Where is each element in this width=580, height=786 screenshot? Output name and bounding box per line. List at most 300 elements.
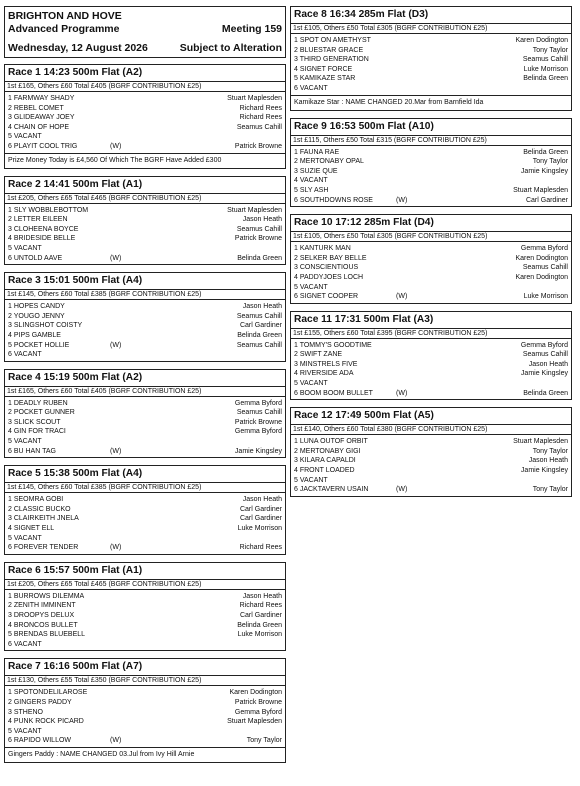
runner-name: 1 TOMMY'S GOODTIME — [294, 341, 372, 349]
trainer-name: Belinda Green — [523, 148, 568, 156]
left-column — [4, 6, 286, 770]
runner-name: 3 CLOHEENA BOYCE — [8, 225, 79, 233]
prize-money-line: 1st £165, Others £60 Total £405 (BGRF CONTRIBUTION £25) — [4, 81, 286, 92]
trainer-name: Stuart Maplesden — [513, 186, 568, 194]
trainer-name: Stuart Maplesden — [227, 718, 282, 726]
race-card — [4, 658, 286, 763]
trainer-name: Jason Heath — [242, 592, 282, 600]
runner-name: 4 GIN FOR TRACI — [8, 428, 66, 436]
seed-tag — [110, 514, 150, 524]
trainer-name: Seamus Cahill — [236, 409, 282, 417]
runner-row — [294, 148, 568, 158]
runner-name: 2 SELKER BAY BELLE — [294, 254, 367, 262]
runner-row — [8, 234, 282, 244]
prize-money-line: 1st £145, Others £60 Total £385 (BGRF CONTRIBUTION £25) — [4, 482, 286, 493]
trainer-name: Richard Rees — [239, 544, 282, 552]
runner-name: 5 VACANT — [294, 283, 328, 291]
trainer-name: Jamie Kingsley — [520, 370, 568, 378]
prize-money-line: 1st £105, Others £50 Total £305 (BGRF CONTRIBUTION £25) — [290, 231, 572, 242]
runner-name: 3 CONSCIENTIOUS — [294, 264, 359, 272]
trainer-name: Carl Gardiner — [239, 612, 282, 619]
runner-row — [8, 225, 282, 235]
seed-tag — [396, 244, 436, 254]
runner-name: 3 MINSTRELS FIVE — [294, 360, 358, 368]
seed-tag — [396, 55, 436, 65]
trainer-name: Jason Heath — [242, 496, 282, 504]
seed-tag — [110, 717, 150, 727]
race-title: Race 6 15:57 500m Flat (A1) — [4, 562, 286, 579]
runner-row — [294, 46, 568, 56]
seed-tag — [396, 186, 436, 196]
seed-tag: (W) — [110, 142, 122, 150]
runner-list — [4, 397, 286, 459]
seed-tag — [396, 74, 436, 84]
runner-row — [294, 84, 568, 94]
trainer-name: Belinda Green — [237, 254, 282, 262]
race-card — [4, 176, 286, 266]
runner-name: 3 THIRD GENERATION — [294, 56, 369, 64]
runner-row — [8, 427, 282, 437]
runner-row — [294, 157, 568, 167]
runner-name: 2 CLASSIC BUCKO — [8, 505, 71, 513]
runner-row — [294, 55, 568, 65]
runner-name: 2 YOUGO JENNY — [8, 312, 65, 320]
trainer-name: Stuart Maplesden — [513, 438, 568, 446]
runner-list — [4, 686, 286, 748]
runner-row — [8, 736, 282, 746]
seed-tag — [110, 727, 150, 737]
runner-list — [4, 590, 286, 652]
trainer-name: Tony Taylor — [532, 447, 568, 455]
trainer-name: Gemma Byford — [520, 341, 568, 349]
seed-tag — [396, 369, 436, 379]
seed-tag — [110, 601, 150, 611]
seed-tag — [110, 698, 150, 708]
runner-name: 5 POCKET HOLLIE — [8, 341, 70, 349]
runner-name: 3 DROOPYS DELUX — [8, 612, 75, 619]
runner-name: 1 LUNA OUTOF ORBIT — [294, 438, 368, 446]
seed-tag — [110, 94, 150, 104]
runner-row — [8, 524, 282, 534]
runner-list — [290, 242, 572, 304]
trainer-name: Patrick Browne — [234, 698, 282, 706]
runner-name: 5 VACANT — [8, 438, 42, 446]
runner-name: 4 PADDYJOES LOCH — [294, 273, 364, 281]
runner-name: 4 PIPS GAMBLE — [8, 331, 61, 339]
runner-row — [8, 312, 282, 322]
runner-name: 6 BU HAN TAG — [8, 447, 56, 455]
runner-row — [8, 727, 282, 737]
runner-row — [8, 94, 282, 104]
runner-name: 2 SWIFT ZANE — [294, 351, 343, 359]
trainer-name: Luke Morrison — [237, 525, 282, 533]
seed-tag — [396, 263, 436, 273]
runner-row — [294, 476, 568, 486]
seed-tag — [396, 283, 436, 293]
trainer-name: Patrick Browne — [234, 142, 282, 150]
runner-name: 3 STHENO — [8, 708, 44, 716]
seed-tag — [396, 254, 436, 264]
seed-tag — [110, 534, 150, 544]
runner-row — [294, 36, 568, 46]
runner-name: 4 FRONT LOADED — [294, 467, 355, 475]
seed-tag — [110, 123, 150, 133]
runner-row — [294, 360, 568, 370]
runner-row — [294, 196, 568, 206]
runner-name: 3 KILARA CAPALDI — [294, 457, 356, 465]
meeting-date: Wednesday, 12 August 2026 — [8, 42, 148, 54]
runner-row — [294, 485, 568, 495]
trainer-name: Gemma Byford — [234, 428, 282, 436]
runner-name: 2 MERTONABY OPAL — [294, 158, 364, 166]
runner-name: 1 SEOMRA GOBI — [8, 496, 64, 504]
race-list-right — [290, 6, 572, 497]
prize-money-line: 1st £105, Others £50 Total £305 (BGRF CONTRIBUTION £25) — [290, 23, 572, 34]
runner-name: 5 VACANT — [8, 534, 42, 542]
runner-row — [8, 534, 282, 544]
race-card — [290, 214, 572, 304]
seed-tag — [110, 611, 150, 621]
prize-money-line: 1st £140, Others £60 Total £380 (BGRF CONTRIBUTION £25) — [290, 424, 572, 435]
seed-tag — [396, 456, 436, 466]
seed-tag: (W) — [110, 254, 122, 262]
seed-tag — [110, 621, 150, 631]
runner-name: 3 GLIDEAWAY JOEY — [8, 114, 75, 122]
meeting-header — [4, 6, 286, 58]
runner-list — [4, 493, 286, 555]
runner-name: 1 FAUNA RAE — [294, 148, 340, 156]
seed-tag: (W) — [110, 341, 122, 349]
trainer-name: Jason Heath — [242, 303, 282, 311]
seed-tag — [110, 688, 150, 698]
runner-row — [294, 456, 568, 466]
runner-name: 6 VACANT — [294, 84, 328, 92]
runner-name: 2 REBEL COMET — [8, 104, 64, 112]
trainer-name: Belinda Green — [237, 621, 282, 629]
runner-row — [8, 206, 282, 216]
trainer-name: Jason Heath — [242, 216, 282, 224]
trainer-name: Carl Gardiner — [239, 505, 282, 513]
seed-tag — [396, 350, 436, 360]
runner-row — [8, 688, 282, 698]
prize-money-line: 1st £115, Others £50 Total £315 (BGRF CONTRIBUTION £25) — [290, 135, 572, 146]
seed-tag — [110, 640, 150, 650]
seed-tag: (W) — [110, 544, 122, 552]
runner-row — [294, 466, 568, 476]
seed-tag — [110, 244, 150, 254]
runner-name: 5 KAMIKAZE STAR — [294, 75, 356, 83]
runner-name: 6 JACKTAVERN USAIN — [294, 486, 369, 494]
seed-tag — [110, 215, 150, 225]
runner-row — [294, 74, 568, 84]
runner-row — [8, 123, 282, 133]
runner-list — [4, 92, 286, 154]
seed-tag — [110, 206, 150, 216]
race-card — [4, 64, 286, 169]
runner-row — [8, 447, 282, 457]
runner-name: 6 VACANT — [8, 351, 42, 359]
trainer-name: Tony Taylor — [246, 737, 282, 745]
runner-name: 5 VACANT — [8, 244, 42, 252]
runner-row — [8, 708, 282, 718]
runner-name: 3 SUZIE QUE — [294, 167, 338, 175]
trainer-name: Stuart Maplesden — [227, 206, 282, 214]
runner-row — [8, 132, 282, 142]
race-card — [4, 369, 286, 459]
runner-row — [8, 215, 282, 225]
runner-row — [294, 273, 568, 283]
trainer-name: Jason Heath — [528, 360, 568, 368]
runner-row — [294, 254, 568, 264]
trainer-name: Carl Gardiner — [239, 515, 282, 523]
race-title: Race 9 16:53 500m Flat (A10) — [290, 118, 572, 135]
race-card — [4, 562, 286, 652]
runner-row — [8, 142, 282, 152]
seed-tag — [396, 148, 436, 158]
runner-row — [294, 283, 568, 293]
seed-tag — [110, 321, 150, 331]
trainer-name: Luke Morrison — [523, 293, 568, 301]
runner-row — [294, 65, 568, 75]
runner-row — [8, 495, 282, 505]
race-card — [290, 118, 572, 208]
runner-row — [294, 437, 568, 447]
trainer-name: Richard Rees — [239, 104, 282, 112]
race-title: Race 7 16:16 500m Flat (A7) — [4, 658, 286, 675]
runner-list — [290, 435, 572, 497]
runner-name: 2 BLUESTAR GRACE — [294, 46, 364, 54]
runner-name: 1 BURROWS DILEMMA — [8, 592, 85, 600]
runner-name: 1 DEADLY RUBEN — [8, 399, 68, 407]
runner-name: 5 VACANT — [8, 133, 42, 141]
runner-name: 6 SIGNET COOPER — [294, 293, 359, 301]
runner-row — [294, 341, 568, 351]
trainer-name: Carl Gardiner — [525, 196, 568, 204]
trainer-name: Tony Taylor — [532, 158, 568, 166]
trainer-name — [150, 350, 282, 360]
runner-list — [4, 300, 286, 362]
runner-row — [294, 350, 568, 360]
runner-row — [8, 601, 282, 611]
seed-tag: (W) — [110, 447, 122, 455]
runner-name: 1 KANTURK MAN — [294, 245, 351, 253]
seed-tag — [110, 708, 150, 718]
runner-row — [8, 341, 282, 351]
trainer-name: Richard Rees — [239, 602, 282, 610]
trainer-name: Belinda Green — [237, 331, 282, 339]
seed-tag — [396, 36, 436, 46]
runner-name: 6 RAPIDO WILLOW — [8, 737, 72, 745]
runner-row — [8, 418, 282, 428]
runner-row — [294, 369, 568, 379]
seed-tag — [396, 84, 436, 94]
runner-row — [8, 104, 282, 114]
runner-row — [8, 505, 282, 515]
trainer-name: Tony Taylor — [532, 486, 568, 494]
trainer-name: Carl Gardiner — [239, 322, 282, 330]
seed-tag — [110, 312, 150, 322]
runner-row — [8, 611, 282, 621]
trainer-name: Patrick Browne — [234, 418, 282, 426]
seed-tag — [396, 379, 436, 389]
trainer-name — [150, 132, 282, 142]
programme-type: Advanced Programme — [8, 23, 120, 35]
runner-name: 6 PLAYIT COOL TRIG — [8, 142, 78, 150]
runner-list — [290, 339, 572, 401]
runner-name: 5 VACANT — [294, 380, 328, 388]
meeting-number: Meeting 159 — [221, 23, 282, 35]
race-note: Gingers Paddy : NAME CHANGED 03.Jul from Ivy Hill Arnie — [4, 748, 286, 763]
runner-row — [294, 263, 568, 273]
trainer-name: Gemma Byford — [234, 708, 282, 716]
trainer-name — [436, 476, 568, 486]
trainer-name: Karen Dodington — [515, 273, 568, 281]
race-list-left — [4, 64, 286, 763]
runner-name: 6 SOUTHDOWNS ROSE — [294, 196, 373, 204]
seed-tag — [396, 46, 436, 56]
seed-tag: (W) — [396, 293, 408, 301]
runner-row — [8, 254, 282, 264]
seed-tag — [396, 176, 436, 186]
race-title: Race 8 16:34 285m Flat (D3) — [290, 6, 572, 23]
prize-money-line: 1st £145, Others £60 Total £385 (BGRF CONTRIBUTION £25) — [4, 289, 286, 300]
trainer-name — [436, 283, 568, 293]
seed-tag — [110, 225, 150, 235]
runner-name: 6 UNTOLD AAVE — [8, 254, 63, 262]
runner-row — [294, 379, 568, 389]
trainer-name — [150, 727, 282, 737]
trainer-name: Seamus Cahill — [522, 56, 568, 64]
trainer-name: Tony Taylor — [532, 46, 568, 54]
race-title: Race 12 17:49 500m Flat (A5) — [290, 407, 572, 424]
prize-money-line: 1st £130, Others £55 Total £350 (BGRF CONTRIBUTION £25) — [4, 675, 286, 686]
seed-tag — [110, 592, 150, 602]
seed-tag: (W) — [396, 196, 408, 204]
race-card — [4, 465, 286, 555]
runner-name: 1 SPOT ON AMETHYST — [294, 37, 371, 44]
seed-tag: (W) — [396, 486, 408, 494]
trainer-name: Seamus Cahill — [236, 341, 282, 349]
seed-tag: (W) — [110, 737, 122, 745]
runner-row — [8, 113, 282, 123]
runner-name: 5 VACANT — [294, 476, 328, 484]
prize-money-line: 1st £205, Others £65 Total £465 (BGRF CONTRIBUTION £25) — [4, 579, 286, 590]
trainer-name — [436, 379, 568, 389]
seed-tag — [110, 132, 150, 142]
runner-name: 3 SLICK SCOUT — [8, 418, 61, 426]
race-card — [290, 6, 572, 111]
trainer-name: Jason Heath — [528, 457, 568, 465]
runner-name: 2 ZENITH IMMINENT — [8, 602, 76, 610]
runner-row — [294, 186, 568, 196]
runner-name: 1 SLY WOBBLEBOTTOM — [8, 206, 89, 214]
seed-tag — [396, 157, 436, 167]
seed-tag — [110, 408, 150, 418]
race-card — [290, 311, 572, 401]
trainer-name: Jamie Kingsley — [520, 467, 568, 475]
runner-name: 2 GINGERS PADDY — [8, 698, 72, 706]
seed-tag — [110, 331, 150, 341]
runner-row — [8, 331, 282, 341]
trainer-name: Richard Rees — [239, 114, 282, 122]
trainer-name — [150, 244, 282, 254]
runner-list — [290, 34, 572, 96]
seed-tag — [110, 234, 150, 244]
runner-row — [294, 244, 568, 254]
trainer-name: Gemma Byford — [234, 399, 282, 407]
runner-name: 4 PUNK ROCK PICARD — [8, 718, 84, 726]
runner-row — [8, 592, 282, 602]
trainer-name: Seamus Cahill — [522, 351, 568, 359]
runner-row — [8, 244, 282, 254]
trainer-name: Gemma Byford — [520, 245, 568, 253]
trainer-name: Karen Dodington — [515, 37, 568, 44]
runner-name: 4 BRONCOS BULLET — [8, 621, 78, 629]
runner-name: 1 SPOTONDELILAROSE — [8, 689, 88, 697]
seed-tag — [110, 104, 150, 114]
runner-row — [294, 292, 568, 302]
seed-tag — [396, 447, 436, 457]
prize-money-line: 1st £205, Others £65 Total £465 (BGRF CONTRIBUTION £25) — [4, 193, 286, 204]
runner-row — [8, 621, 282, 631]
right-column — [290, 6, 572, 504]
runner-row — [8, 399, 282, 409]
prize-money-line: 1st £165, Others £60 Total £405 (BGRF CONTRIBUTION £25) — [4, 386, 286, 397]
runner-name: 5 VACANT — [8, 727, 42, 735]
runner-row — [294, 389, 568, 399]
prize-money-line: 1st £155, Others £60 Total £395 (BGRF CONTRIBUTION £25) — [290, 328, 572, 339]
trainer-name: Belinda Green — [523, 75, 568, 83]
runner-row — [8, 321, 282, 331]
runner-name: 2 POCKET GUNNER — [8, 409, 75, 417]
seed-tag — [396, 167, 436, 177]
seed-tag — [110, 418, 150, 428]
trainer-name: Karen Dodington — [229, 689, 282, 697]
trainer-name: Seamus Cahill — [236, 312, 282, 320]
seed-tag — [110, 630, 150, 640]
runner-row — [8, 408, 282, 418]
seed-tag — [110, 113, 150, 123]
runner-row — [8, 302, 282, 312]
runner-name: 2 LETTER EILEEN — [8, 216, 68, 224]
seed-tag — [396, 273, 436, 283]
seed-tag — [396, 476, 436, 486]
seed-tag — [396, 466, 436, 476]
seed-tag — [110, 524, 150, 534]
runner-name: 4 BRIDESIDE BELLE — [8, 235, 76, 243]
runner-name: 4 SIGNET ELL — [8, 525, 55, 533]
trainer-name — [150, 534, 282, 544]
runner-name: 6 FOREVER TENDER — [8, 544, 79, 552]
alteration-notice: Subject to Alteration — [179, 42, 282, 54]
race-title: Race 4 15:19 500m Flat (A2) — [4, 369, 286, 386]
seed-tag — [396, 437, 436, 447]
race-title: Race 1 14:23 500m Flat (A2) — [4, 64, 286, 81]
trainer-name: Seamus Cahill — [522, 264, 568, 272]
runner-row — [8, 640, 282, 650]
runner-name: 1 HOPES CANDY — [8, 303, 65, 311]
trainer-name: Jamie Kingsley — [234, 447, 282, 455]
seed-tag — [110, 505, 150, 515]
runner-name: 4 VACANT — [294, 177, 328, 185]
runner-name: 5 SLY ASH — [294, 186, 329, 194]
venue-name: BRIGHTON AND HOVE — [8, 10, 122, 22]
trainer-name: Jamie Kingsley — [520, 167, 568, 175]
runner-name: 3 CLAIRKEITH JNELA — [8, 515, 79, 523]
runner-name: 6 BOOM BOOM BULLET — [294, 389, 373, 397]
seed-tag — [110, 350, 150, 360]
race-title: Race 5 15:38 500m Flat (A4) — [4, 465, 286, 482]
